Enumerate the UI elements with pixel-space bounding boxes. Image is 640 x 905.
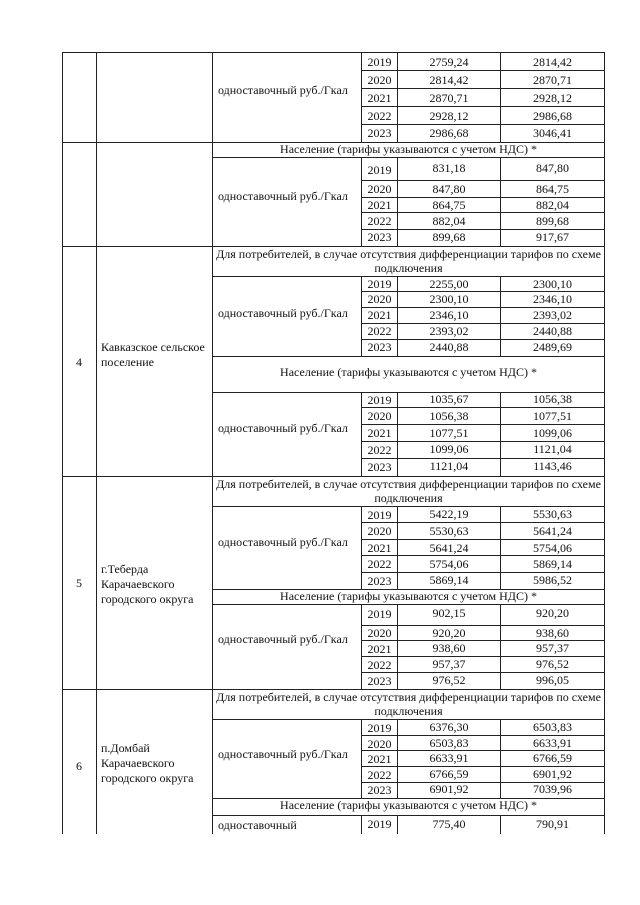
tariff-h2-cell: 2346,10: [533, 292, 572, 306]
tariff-h2-cell: 2870,71: [533, 73, 572, 87]
tariff-h1-cell: 5754,06: [429, 557, 469, 571]
tariff-h2-cell: 938,60: [536, 626, 569, 640]
tariff-h1-cell: 831,18: [432, 161, 466, 175]
year-cell: 2022: [367, 324, 392, 338]
tariff-h1-cell: 6503,83: [429, 736, 469, 750]
tariff-category: одноставочный руб./Гкал: [218, 632, 348, 646]
cell-border: [212, 157, 604, 158]
section-heading: Для потребителей, в случае отсутствия дифференциации тарифов по схеме подключения: [216, 690, 601, 718]
section-heading: Для потребителей, в случае отсутствия дифференциации тарифов по схеме подключения: [216, 247, 601, 275]
tariff-category: одноставочный: [218, 818, 297, 832]
year-cell: 2022: [367, 109, 392, 123]
section-heading: Население (тарифы указываются с учетом НДС) *: [280, 798, 537, 812]
cell-border: [361, 424, 604, 425]
tariff-category: одноставочный руб./Гкал: [218, 83, 348, 97]
cell-border: [361, 88, 604, 89]
cell-border: [361, 106, 604, 107]
tariff-h2-cell: 996,05: [536, 673, 569, 687]
year-cell: 2021: [367, 198, 392, 212]
tariff-category: одноставочный руб./Гкал: [218, 747, 348, 761]
tariff-h1-cell: 938,60: [432, 641, 466, 655]
tariff-h2-cell: 6633,91: [533, 736, 572, 750]
cell-border: [212, 604, 604, 605]
tariff-h1-cell: 1099,06: [429, 442, 469, 456]
year-cell: 2023: [367, 230, 392, 244]
municipality-name: г.Теберда Карачаевского городского округа: [101, 562, 194, 606]
year-cell: 2021: [367, 308, 392, 322]
municipality-name: п.Домбай Карачаевского городского округа: [101, 741, 194, 785]
tariff-h2-cell: 5869,14: [533, 557, 572, 571]
tariff-h2-cell: 1099,06: [533, 426, 572, 440]
tariff-h2-cell: 5641,24: [533, 524, 572, 538]
tariff-h1-cell: 2928,12: [429, 109, 469, 123]
year-cell: 2022: [367, 443, 392, 457]
tariff-h2-cell: 2440,88: [533, 324, 572, 338]
tariff-h1-cell: 864,75: [432, 198, 466, 212]
tariff-h2-cell: 864,75: [536, 182, 569, 196]
tariff-h1-cell: 5869,14: [429, 573, 469, 587]
year-cell: 2019: [367, 508, 392, 522]
year-cell: 2020: [367, 737, 392, 751]
year-cell: 2023: [367, 783, 392, 797]
year-cell: 2023: [367, 674, 392, 688]
tariff-h2-cell: 920,20: [536, 606, 569, 620]
tariff-h1-cell: 1077,51: [429, 426, 469, 440]
tariff-h1-cell: 902,15: [432, 606, 466, 620]
tariff-h2-cell: 790,91: [536, 817, 569, 831]
tariff-h1-cell: 847,80: [432, 182, 466, 196]
tariff-h1-cell: 775,40: [432, 817, 466, 831]
year-cell: 2021: [367, 752, 392, 766]
tariff-h1-cell: 1121,04: [429, 459, 469, 473]
tariff-h2-cell: 2393,02: [533, 308, 572, 322]
tariff-h1-cell: 899,68: [432, 230, 466, 244]
tariff-h2-cell: 1143,46: [533, 459, 572, 473]
section-heading: Население (тарифы указываются с учетом НДС) *: [280, 142, 537, 156]
tariff-h2-cell: 3046,41: [533, 126, 572, 140]
year-cell: 2022: [367, 557, 392, 571]
tariff-h1-cell: 6376,30: [429, 720, 469, 734]
cell-border: [212, 815, 604, 816]
year-cell: 2020: [367, 524, 392, 538]
cell-border: [361, 212, 604, 213]
tariff-h2-cell: 2300,10: [533, 277, 572, 291]
tariff-category: одноставочный руб./Гкал: [218, 421, 348, 435]
tariff-h2-cell: 5530,63: [533, 507, 572, 521]
year-cell: 2022: [367, 768, 392, 782]
year-cell: 2019: [367, 817, 392, 831]
tariff-h1-cell: 1056,38: [429, 409, 469, 423]
table-border-number-col: [96, 52, 97, 834]
tariff-h2-cell: 1077,51: [533, 409, 572, 423]
cell-border: [212, 356, 604, 357]
tariff-h2-cell: 2814,42: [533, 55, 572, 69]
year-cell: 2020: [367, 292, 392, 306]
year-cell: 2022: [367, 214, 392, 228]
tariff-h1-cell: 5422,19: [429, 507, 469, 521]
cell-border: [361, 124, 604, 125]
tariff-h1-cell: 6901,92: [429, 782, 469, 796]
tariff-h2-cell: 2986,68: [533, 109, 572, 123]
year-cell: 2022: [367, 658, 392, 672]
tariff-h2-cell: 2489,69: [533, 340, 572, 354]
cell-border: [361, 180, 604, 181]
tariff-h2-cell: 7039,96: [533, 782, 572, 796]
tariff-h2-cell: 917,67: [536, 230, 569, 244]
cell-border: [361, 407, 604, 408]
tariff-h1-cell: 2870,71: [429, 91, 469, 105]
year-cell: 2023: [367, 340, 392, 354]
tariff-category: одноставочный руб./Гкал: [218, 306, 348, 320]
year-cell: 2021: [367, 426, 392, 440]
tariff-h1-cell: 2255,00: [429, 277, 469, 291]
tariff-h2-cell: 5986,52: [533, 573, 572, 587]
tariff-h1-cell: 5530,63: [429, 524, 469, 538]
tariff-h2-cell: 6503,83: [533, 720, 572, 734]
year-cell: 2019: [367, 607, 392, 621]
tariff-h2-cell: 847,80: [536, 161, 569, 175]
tariff-h1-cell: 2346,10: [429, 308, 469, 322]
row-number: 4: [76, 355, 82, 369]
cell-border: [361, 522, 604, 523]
year-cell: 2020: [367, 409, 392, 423]
tariff-h1-cell: 882,04: [432, 214, 466, 228]
section-heading: Для потребителей, в случае отсутствия дифференциации тарифов по схеме подключения: [216, 477, 601, 505]
tariff-h2-cell: 6766,59: [533, 751, 572, 765]
tariff-category: одноставочный руб./Гкал: [218, 535, 348, 549]
municipality-name: Кавказское сельское поселение: [101, 340, 205, 369]
tariff-h1-cell: 1035,67: [429, 392, 469, 406]
year-cell: 2019: [367, 393, 392, 407]
tariff-h2-cell: 1121,04: [533, 442, 572, 456]
cell-border: [361, 539, 604, 540]
tariff-h2-cell: 5754,06: [533, 541, 572, 555]
tariff-h1-cell: 2759,24: [429, 55, 469, 69]
tariff-category: одноставочный руб./Гкал: [218, 189, 348, 203]
tariff-h1-cell: 2440,88: [429, 340, 469, 354]
tariff-h2-cell: 957,37: [536, 641, 569, 655]
tariff-h2-cell: 1056,38: [533, 392, 572, 406]
table-border-left: [62, 52, 63, 834]
row-number: 5: [76, 576, 82, 590]
year-cell: 2019: [367, 277, 392, 291]
year-cell: 2019: [367, 721, 392, 735]
tariff-h2-cell: 6901,92: [533, 767, 572, 781]
year-cell: 2023: [367, 460, 392, 474]
year-cell: 2023: [367, 574, 392, 588]
tariff-h1-cell: 6633,91: [429, 751, 469, 765]
year-cell: 2021: [367, 91, 392, 105]
tariff-h1-cell: 5641,24: [429, 541, 469, 555]
row-number: 6: [76, 759, 82, 773]
year-cell: 2020: [367, 626, 392, 640]
year-cell: 2023: [367, 126, 392, 140]
tariff-h1-cell: 2393,02: [429, 324, 469, 338]
section-heading: Население (тарифы указываются с учетом НДС) *: [280, 589, 537, 603]
table-border-top: [62, 52, 605, 53]
year-cell: 2019: [367, 163, 392, 177]
tariff-h1-cell: 6766,59: [429, 767, 469, 781]
year-cell: 2020: [367, 182, 392, 196]
year-cell: 2021: [367, 541, 392, 555]
tariff-h2-cell: 899,68: [536, 214, 569, 228]
tariff-h2-cell: 882,04: [536, 198, 569, 212]
tariff-h1-cell: 2986,68: [429, 126, 469, 140]
year-cell: 2019: [367, 55, 392, 69]
tariff-h2-cell: 976,52: [536, 657, 569, 671]
tariff-h1-cell: 2814,42: [429, 73, 469, 87]
tariff-h2-cell: 2928,12: [533, 91, 572, 105]
cell-border: [361, 70, 604, 71]
table-border-right: [604, 52, 605, 834]
cell-border: [361, 555, 604, 556]
tariff-h1-cell: 920,20: [432, 626, 466, 640]
tariff-h1-cell: 976,52: [432, 673, 466, 687]
tariff-h1-cell: 2300,10: [429, 292, 469, 306]
year-cell: 2021: [367, 642, 392, 656]
year-cell: 2020: [367, 73, 392, 87]
section-heading: Население (тарифы указываются с учетом НДС) *: [280, 365, 537, 379]
tariff-h1-cell: 957,37: [432, 657, 466, 671]
